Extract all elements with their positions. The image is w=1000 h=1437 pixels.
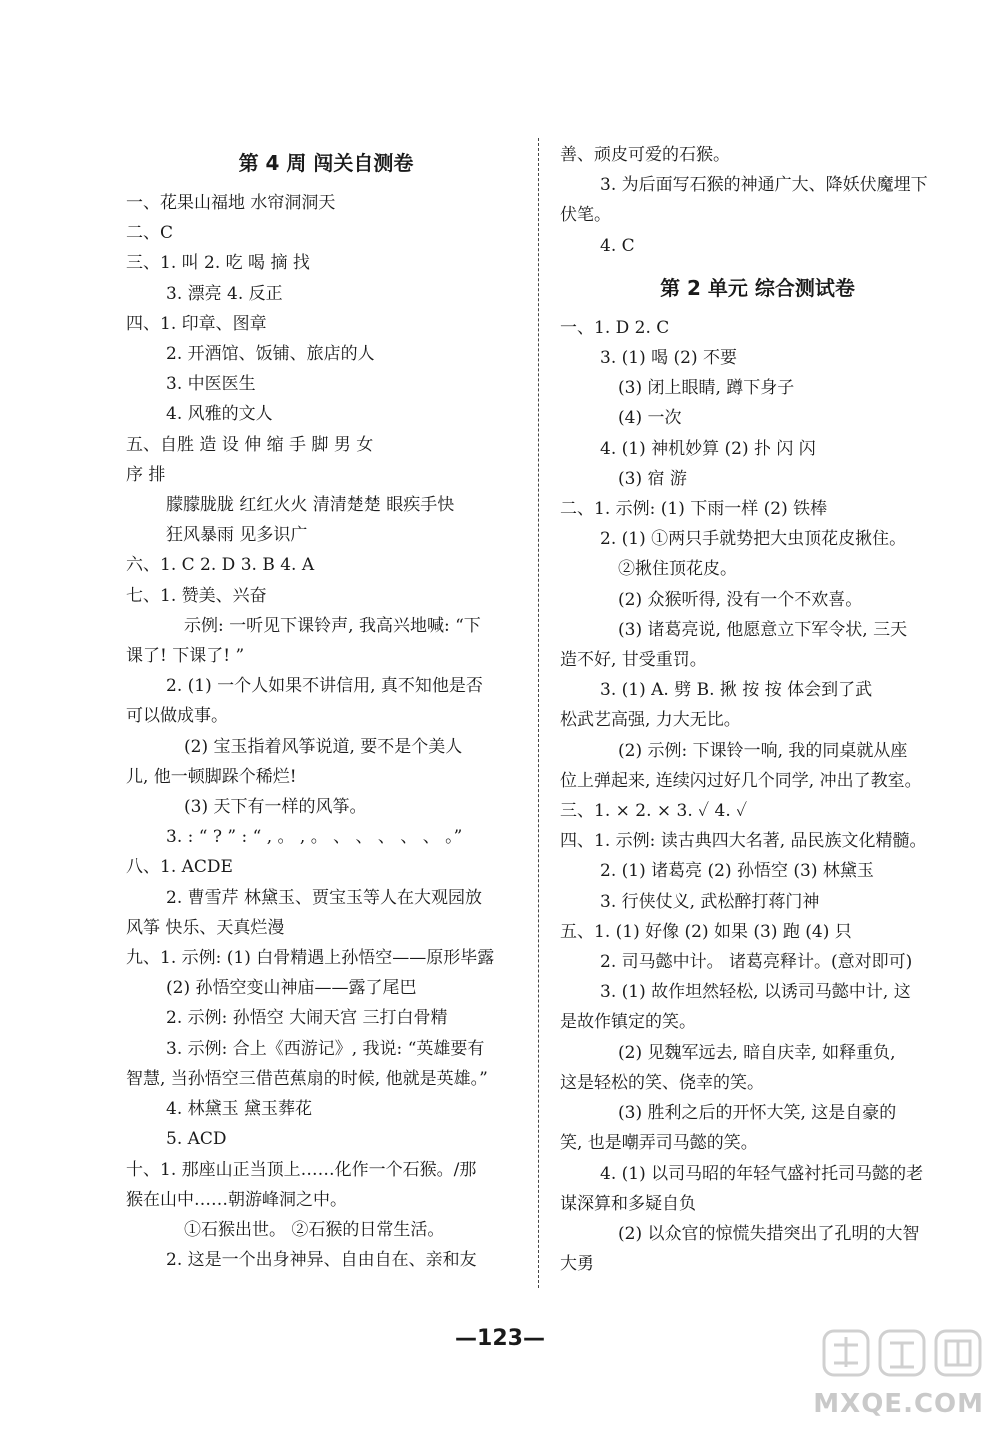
answer-line: 伏笔。 xyxy=(560,205,611,226)
answer-line: 3. (1) A. 劈 B. 揪 按 按 体会到了武 xyxy=(600,680,873,701)
answer-line: 4. (1) 以司马昭的年轻气盛衬托司马懿的老 xyxy=(600,1163,924,1184)
answer-line: 造不好, 甘受重罚。 xyxy=(560,650,707,671)
answer-line: 示例: 一听见下课铃声, 我高兴地喊: “下 xyxy=(184,615,481,636)
answer-line: 4. (1) 神机妙算 (2) 扑 闪 闪 xyxy=(600,438,816,459)
answer-line: 4. 风雅的文人 xyxy=(166,404,273,425)
watermark-logo xyxy=(813,1323,988,1419)
answer-line: 六、1. C 2. D 3. B 4. A xyxy=(126,555,315,576)
answer-line: ②揪住顶花皮。 xyxy=(618,559,737,580)
answer-line: (4) 一次 xyxy=(618,408,682,429)
answer-line: 可以做成事。 xyxy=(126,706,228,727)
answer-line: 狂风暴雨 见多识广 xyxy=(166,525,308,546)
answer-line: 位上弹起来, 连续闪过好几个同学, 冲出了教室。 xyxy=(560,770,922,791)
answer-line: 3. 中医医生 xyxy=(166,374,256,395)
answer-line: (2) 示例: 下课铃一响, 我的同桌就从座 xyxy=(618,740,908,761)
answer-line: 朦朦胧胧 红红火火 清清楚楚 眼疾手快 xyxy=(166,495,455,516)
answer-line: 七、1. 赞美、兴奋 xyxy=(126,585,267,606)
answer-line: 4. C xyxy=(600,235,635,256)
right-continued-lines xyxy=(560,140,955,261)
answer-line: (2) 众猴听得, 没有一个不欢喜。 xyxy=(618,589,863,610)
column-divider xyxy=(538,138,539,1288)
answer-line: 一、花果山福地 水帘洞洞天 xyxy=(126,193,336,213)
answer-line: 笑, 也是嘲弄司马懿的笑。 xyxy=(560,1133,758,1154)
answer-line: 3. : “ ? ” : “ , 。 , 。 、 、 、 、 、 。” xyxy=(166,827,463,848)
left-section-title: 第 4 周 闯关自测卷 xyxy=(238,151,414,175)
answer-line: 二、1. 示例: (1) 下雨一样 (2) 铁棒 xyxy=(560,499,828,520)
answer-line: 2. 曹雪芹 林黛玉、贾宝玉等人在大观园放 xyxy=(166,887,483,908)
answer-line: (2) 以众官的惊慌失措突出了孔明的大智 xyxy=(618,1223,920,1244)
answer-line: (3) 胜利之后的开怀大笑, 这是自豪的 xyxy=(618,1103,897,1124)
answer-line: 课了! 下课了! ” xyxy=(126,646,245,667)
answer-line: 3. (1) 故作坦然轻松, 以诱司马懿中计, 这 xyxy=(600,982,911,1003)
answer-line: 2. (1) 诸葛亮 (2) 孙悟空 (3) 林黛玉 xyxy=(600,861,874,882)
answer-line: 5. ACD xyxy=(166,1129,227,1150)
answer-line: 四、1. 印章、图章 xyxy=(126,313,267,334)
answer-line: 3. 示例: 合上《西游记》, 我说: “英雄要有 xyxy=(166,1038,485,1059)
answer-line: 是故作镇定的笑。 xyxy=(560,1012,696,1033)
left-column xyxy=(126,140,526,1275)
right-column xyxy=(560,140,955,1279)
answer-line: ①石猴出世。 ②石猴的日常生活。 xyxy=(184,1219,445,1240)
answer-line: 2. (1) ①两只手就势把大虫顶花皮揪住。 xyxy=(600,529,907,550)
answer-line: 善、顽皮可爱的石猴。 xyxy=(560,145,730,165)
answer-line: 大勇 xyxy=(560,1254,594,1275)
answer-line: 2. 司马懿中计。 诸葛亮释计。(意对即可) xyxy=(600,952,913,973)
answer-line: 谋深算和多疑自负 xyxy=(560,1193,696,1214)
answer-line: 三、1. 叫 2. 吃 喝 摘 找 xyxy=(126,253,310,274)
answer-line: 智慧, 当孙悟空三借芭蕉扇的时候, 他就是英雄。” xyxy=(126,1068,488,1089)
answer-line: 3. 漂亮 4. 反正 xyxy=(166,283,283,304)
answer-line: 五、1. (1) 好像 (2) 如果 (3) 跑 (4) 只 xyxy=(560,921,852,942)
answer-line: 九、1. 示例: (1) 白骨精遇上孙悟空——原形毕露 xyxy=(126,948,495,969)
answer-line: 二、C xyxy=(126,223,174,244)
answer-line: 这是轻松的笑、侥幸的笑。 xyxy=(560,1072,764,1093)
answer-line: 松武艺高强, 力大无比。 xyxy=(560,710,741,731)
answer-line: (2) 宝玉指着风筝说道, 要不是个美人 xyxy=(184,736,463,757)
answer-line: 五、自胜 造 设 伸 缩 手 脚 男 女 xyxy=(126,434,374,455)
answer-line: 2. (1) 一个人如果不讲信用, 真不知他是否 xyxy=(166,676,483,697)
answer-line: 3. 行侠仗义, 武松醉打蒋门神 xyxy=(600,891,820,912)
answer-line: (3) 天下有一样的风筝。 xyxy=(184,797,367,818)
page-number: —123— xyxy=(455,1326,545,1351)
answer-line: 三、1. × 2. × 3. ✓ 4. ✓ xyxy=(560,801,748,822)
answer-line: 儿, 他一顿脚跺个稀烂! xyxy=(126,766,297,787)
answer-line: 一、1. D 2. C xyxy=(560,317,670,338)
answer-line: (3) 诸葛亮说, 他愿意立下军令状, 三天 xyxy=(618,619,908,640)
answer-line: 2. 示例: 孙悟空 大闹天宫 三打白骨精 xyxy=(166,1008,448,1029)
answer-line: (2) 见魏军远去, 暗自庆幸, 如释重负, xyxy=(618,1042,896,1063)
answer-line: 八、1. ACDE xyxy=(126,857,233,878)
answer-line: 2. 这是一个出身神异、自由自在、亲和友 xyxy=(166,1250,477,1271)
answer-line: (2) 孙悟空变山神庙——露了尾巴 xyxy=(166,978,417,999)
watermark-text: MXQE.COM xyxy=(813,1389,984,1419)
answer-line: 4. 林黛玉 黛玉葬花 xyxy=(166,1099,313,1120)
answer-line: 十、1. 那座山正当顶上……化作一个石猴。/那 xyxy=(126,1159,477,1180)
answer-line: 四、1. 示例: 读古典四大名著, 品民族文化精髓。 xyxy=(560,831,927,852)
answer-line: 2. 开酒馆、饭铺、旅店的人 xyxy=(166,344,375,365)
watermark-icon xyxy=(818,1323,988,1393)
right-answer-lines xyxy=(560,313,955,1280)
answer-line: 3. 为后面写石猴的神通广大、降妖伏魔埋下 xyxy=(600,175,928,196)
left-answer-lines xyxy=(126,188,526,1275)
right-section-title: 第 2 单元 综合测试卷 xyxy=(660,275,855,300)
answer-line: (3) 宿 游 xyxy=(618,468,687,489)
answer-line: (3) 闭上眼睛, 蹲下身子 xyxy=(618,378,795,399)
answer-line: 3. (1) 喝 (2) 不要 xyxy=(600,348,737,369)
answer-line: 序 排 xyxy=(126,464,166,485)
answer-line: 风筝 快乐、天真烂漫 xyxy=(126,917,285,938)
answer-line: 猴在山中……朝游峰洞之中。 xyxy=(126,1189,347,1210)
